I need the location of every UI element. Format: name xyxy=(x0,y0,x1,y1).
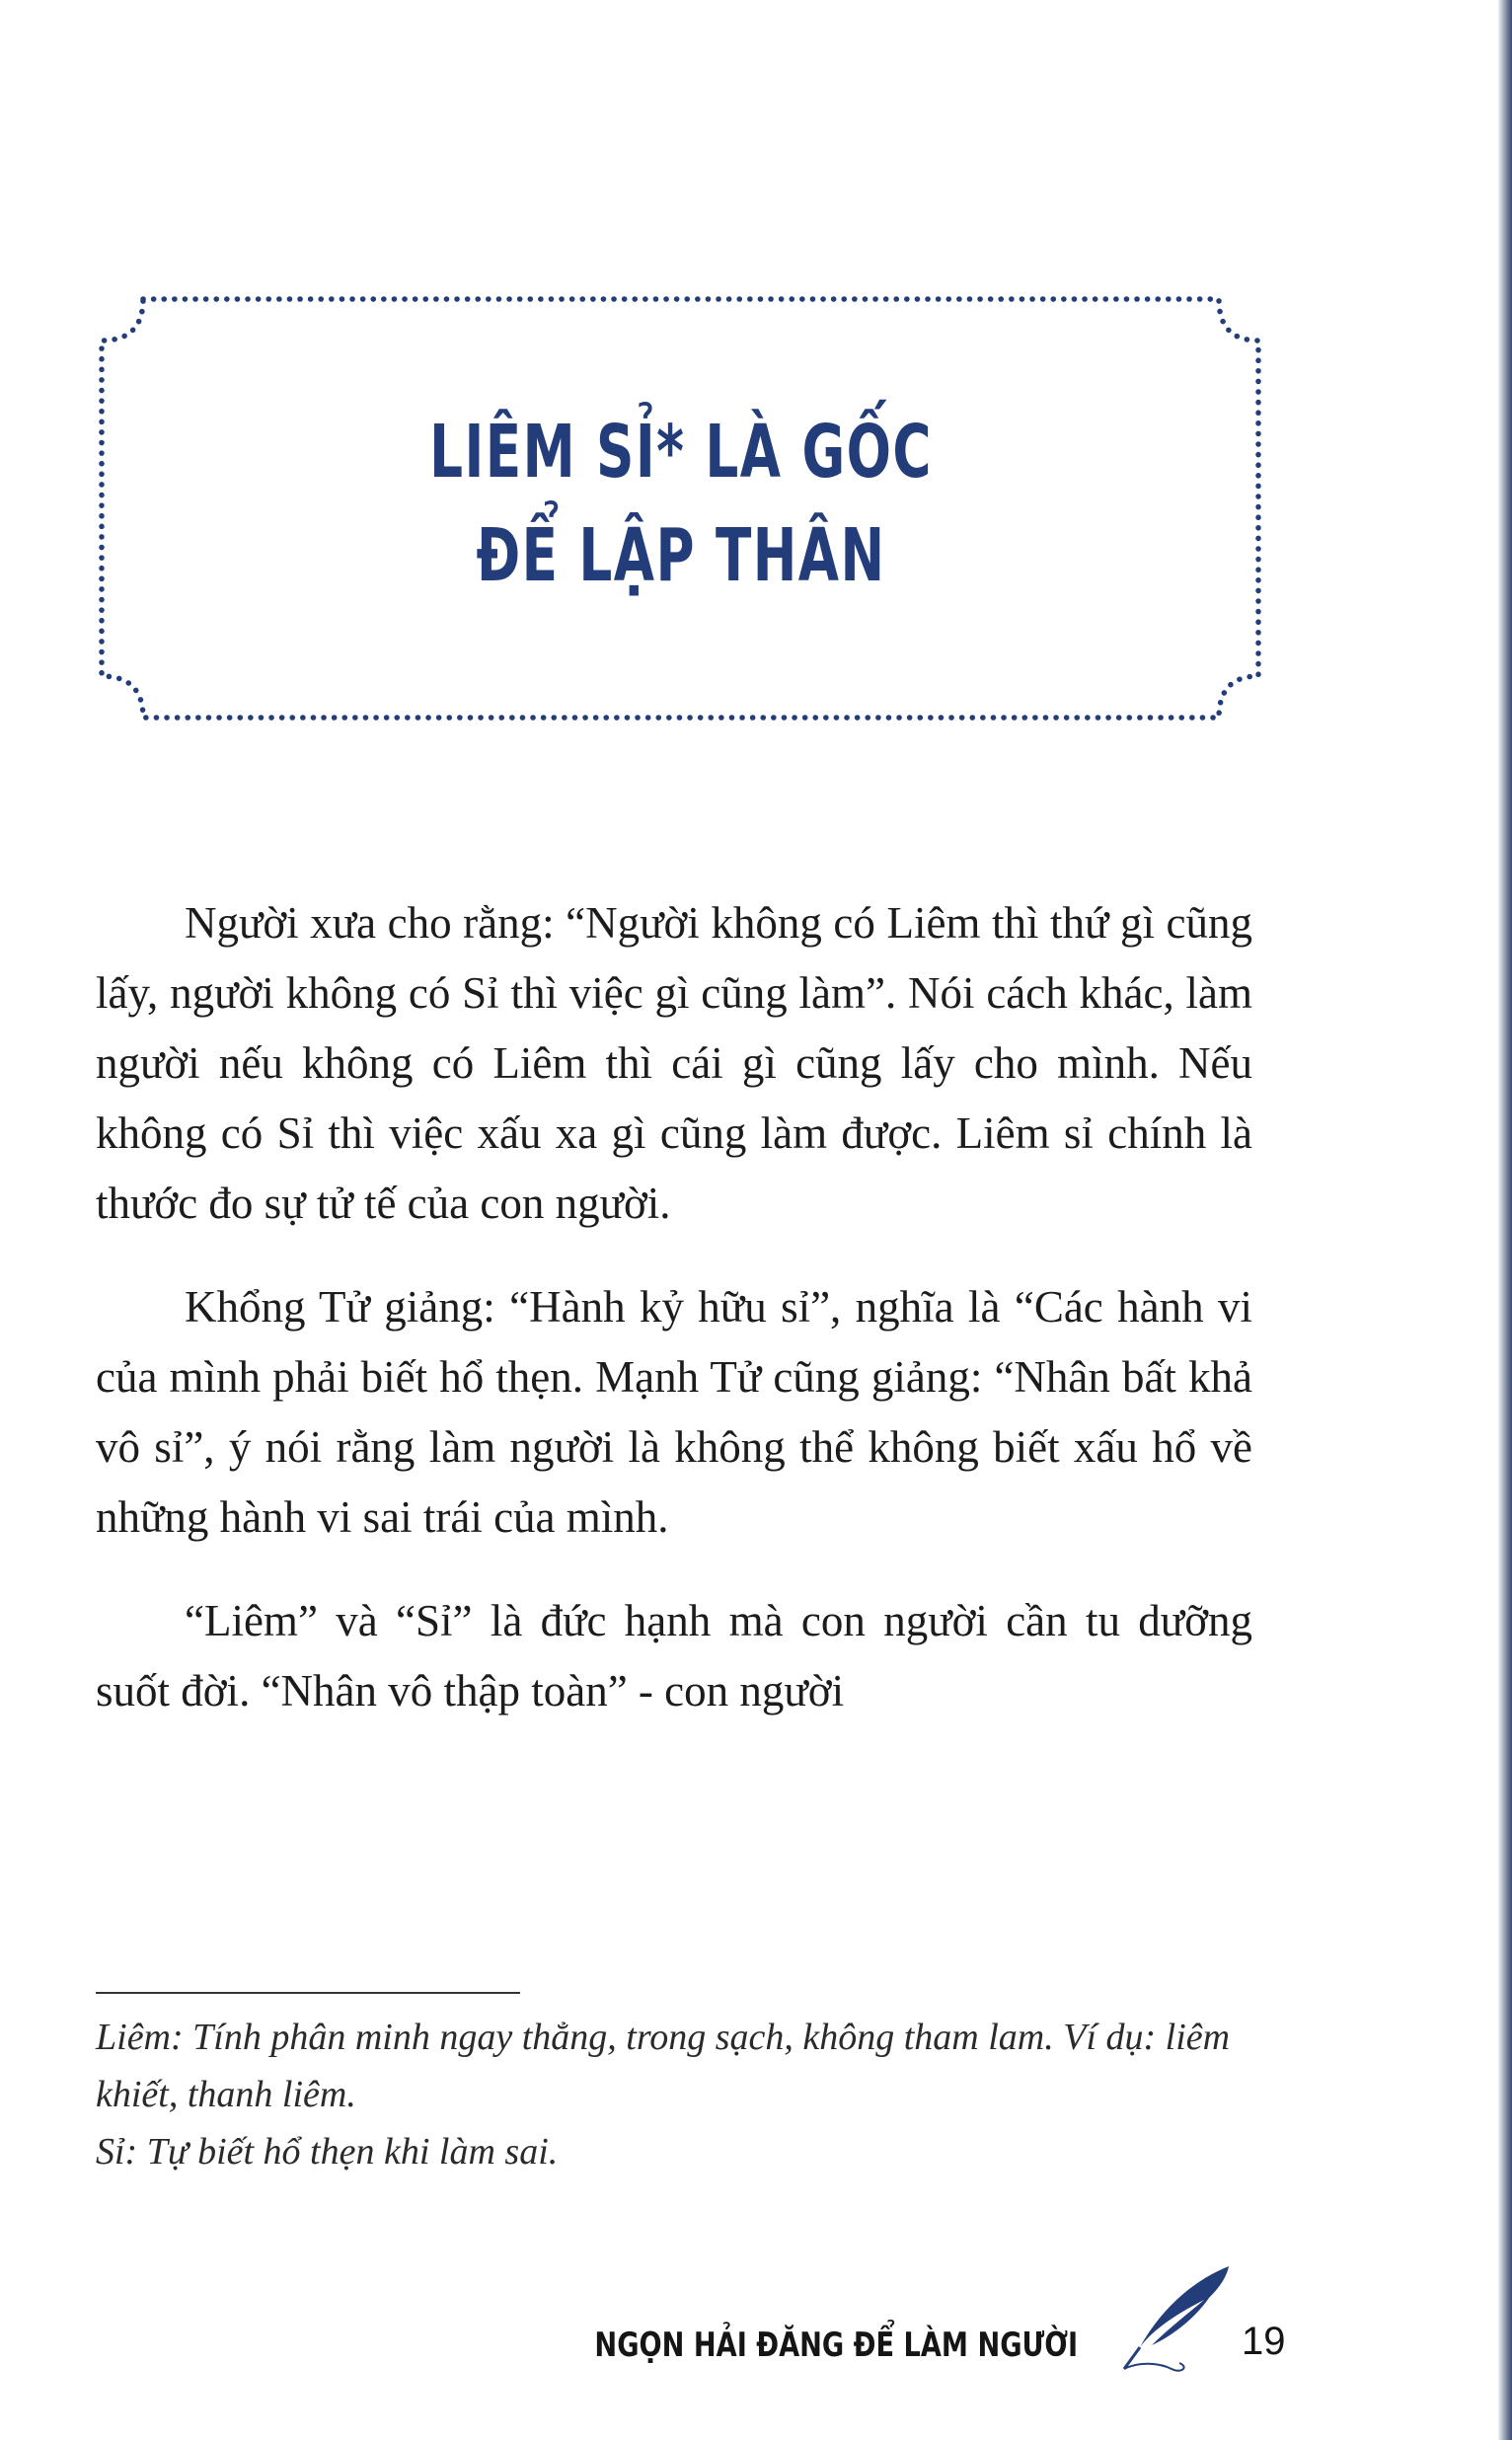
body-text xyxy=(96,888,1252,1760)
footnote-si: Sỉ: Tự biết hổ thẹn khi làm sai. xyxy=(96,2131,559,2173)
running-footer-title: NGỌN HẢI ĐĂNG ĐỂ LÀM NGƯỜI xyxy=(594,2326,1078,2365)
page-number: 19 xyxy=(1242,2320,1286,2363)
quill-feather-icon xyxy=(1110,2258,1239,2387)
page-edge-shadow xyxy=(1498,0,1512,2440)
paragraph: Người xưa cho rằng: “Người không có Liêm thì thứ gì cũng lấy, người không có Sỉ thì việc gì cũng làm”. Nói cách khác, làm người nếu không có Liêm thì cái gì cũng lấy cho mình. Nếu không có Sỉ thì việc xấu xa gì cũng làm được. Liêm sỉ chính là thước đo sự tử tế của con người. xyxy=(96,898,1252,1228)
dotted-frame-border xyxy=(94,291,1268,725)
page-footer xyxy=(0,2308,1512,2387)
chapter-title-line-1: LIÊM SỈ* LÀ GỐC xyxy=(429,410,933,495)
paragraph: “Liêm” và “Sỉ” là đức hạnh mà con người cần tu dưỡng suốt đời. “Nhân vô thập toàn” - con người xyxy=(96,1596,1252,1716)
paragraph: Khổng Tử giảng: “Hành kỷ hữu sỉ”, nghĩa là “Các hành vi của mình phải biết hổ thẹn. Mạnh Tử cũng giảng: “Nhân bất khả vô sỉ”, ý nói rằng làm người là không thể không biết xấu hổ về những hành vi sai trái của mình. xyxy=(96,1282,1252,1542)
footnotes xyxy=(96,2009,1252,2180)
chapter-title-line-2: ĐỂ LẬP THÂN xyxy=(476,513,886,598)
chapter-title-frame xyxy=(94,291,1268,725)
footnote-liem: Liêm: Tính phân minh ngay thẳng, trong sạch, không tham lam. Ví dụ: liêm khiết, thanh liêm. xyxy=(96,2017,1231,2115)
footnote-divider xyxy=(96,1992,520,1994)
